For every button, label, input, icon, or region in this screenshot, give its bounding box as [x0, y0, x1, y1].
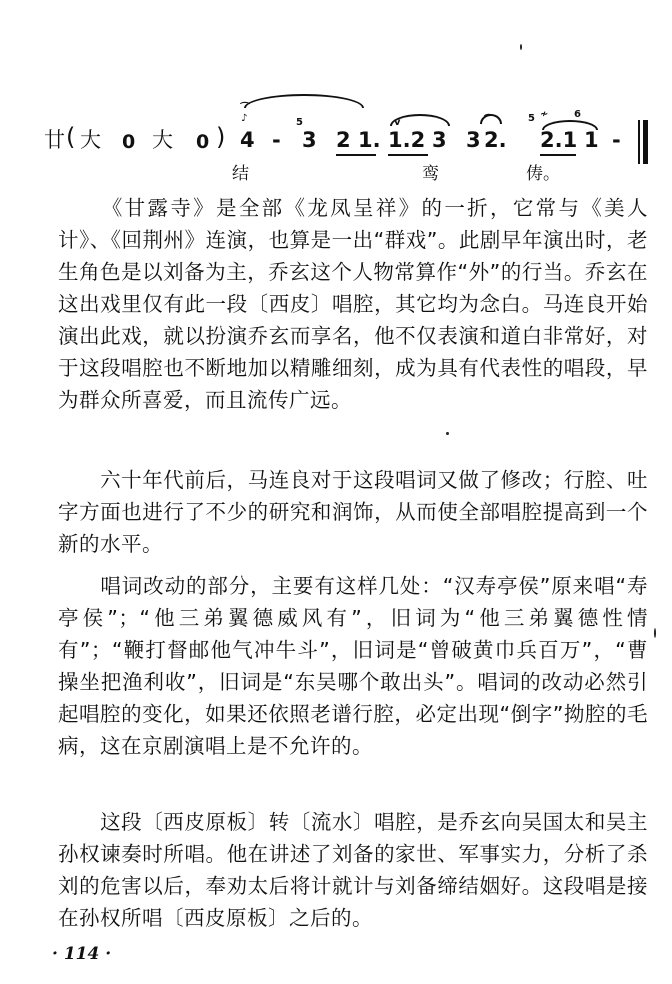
scan-speck	[520, 44, 522, 50]
note: 3	[302, 128, 317, 152]
page-number: · 114 ·	[52, 944, 112, 964]
note: 1.	[358, 128, 381, 152]
slur-arc	[480, 114, 502, 124]
breath-mark: v	[394, 117, 401, 128]
fermata-mark: ⌒	[484, 115, 494, 126]
percussion-token: 0	[196, 131, 210, 153]
lyric-syllable: 结	[232, 164, 249, 184]
body-paragraph: 《甘露寺》是全部《龙凤呈祥》的一折，它常与《美人计》、《回荆州》连演，也算是一出“群戏”。此剧早年演出时，老生角色是以刘备为主，乔玄这个人物常算作“外”的行当。乔玄在这出戏里仅有此一段〔西皮〕唱腔，其它均为念白。马连良开始演出此戏，就以扮演乔玄而享名，他不仅表演和道白非常好，对于这段唱腔也不断地加以精雕细刻，成为具有代表性的唱段，早为群众所喜爱，而且流传广远。	[58, 196, 648, 412]
note: 1.2	[388, 128, 426, 152]
note: 4	[240, 128, 255, 152]
scan-speck	[654, 628, 656, 638]
grace-note-mark: 5	[528, 113, 535, 124]
dash-sustain: -	[272, 128, 281, 152]
percussion-token: 大	[80, 128, 101, 152]
body-paragraph: 六十年代前后，马连良对于这段唱词又做了修改；行腔、吐字方面也进行了不少的研究和润饰，从而使全部唱腔提高到一个新的水平。	[58, 468, 648, 556]
body-paragraph: 这段〔西皮原板〕转〔流水〕唱腔，是乔玄向吴国太和吴主孙权谏奏时所唱。他在讲述了刘备的家世、军事实力，分析了杀刘的危害以后，奉劝太后将计就计与刘备缔结姻好。这段唱是接在孙权所唱〔西皮原板〕之后的。	[58, 810, 648, 930]
slur-arc	[244, 94, 364, 108]
jianpu-notation-line	[44, 90, 650, 190]
trill-mark: ≁	[540, 109, 549, 120]
dash-sustain: -	[612, 128, 621, 152]
percussion-token: 0	[122, 131, 136, 153]
grace-note-mark: ♪	[241, 113, 248, 124]
note: 3	[432, 128, 447, 152]
underline-beam	[388, 154, 428, 156]
lyric-syllable: 俦。	[526, 164, 560, 184]
grace-note-mark: 6	[574, 109, 581, 120]
percussion-open-paren: (	[66, 123, 76, 151]
note: 2.	[484, 128, 507, 152]
final-barline-thick	[643, 120, 648, 164]
underline-beam	[540, 154, 576, 156]
final-barline-thin	[638, 120, 640, 164]
slur-arc	[542, 120, 598, 130]
scan-speck	[446, 432, 449, 435]
note: 3	[466, 128, 481, 152]
percussion-token: 大	[152, 128, 173, 152]
body-paragraph: 唱词改动的部分，主要有这样几处：“汉寿亭侯”原来唱“寿亭侯”；“他三弟翼德威风有”，旧词为“他三弟翼德性情有”；“鞭打督邮他气冲牛斗”，旧词是“曾破黄巾兵百万”，“曹操坐把渔利收”，旧词是“东吴哪个敢出头”。唱词的改动必然引起唱腔的变化，如果还依照老谱行腔，必定出现“倒字”拗腔的毛病，这在京剧演唱上是不允许的。	[58, 574, 648, 758]
lyric-syllable: 鸾	[422, 164, 439, 184]
underline-beam	[336, 154, 376, 156]
grace-note-mark: 5	[296, 117, 303, 128]
lead-marker: 廿	[44, 128, 65, 152]
note: 2	[336, 128, 351, 152]
slur-arc	[390, 114, 450, 126]
note: 2.1	[540, 128, 578, 152]
percussion-close-paren: )	[216, 123, 226, 151]
note: 1	[584, 128, 599, 152]
fermata-mark: ⌒	[240, 103, 250, 114]
